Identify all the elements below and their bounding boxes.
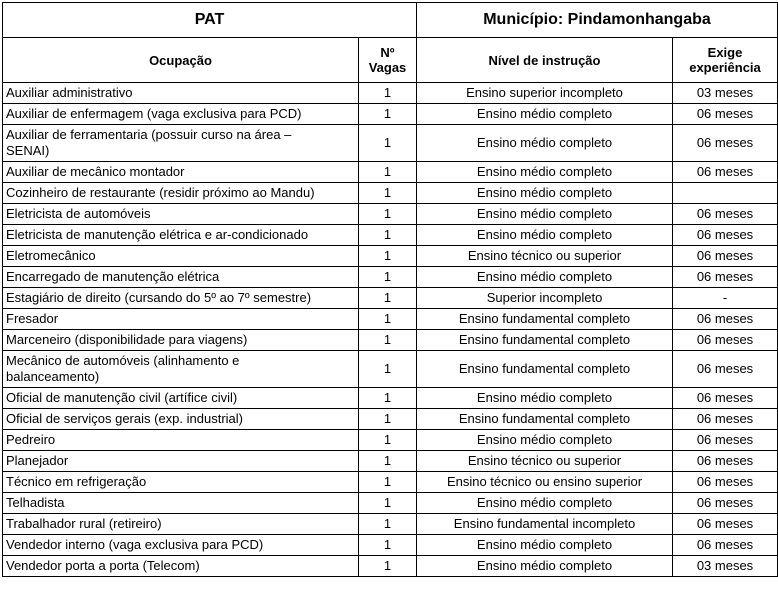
education-cell: Ensino fundamental incompleto: [417, 514, 673, 535]
education-cell: Ensino técnico ou superior: [417, 246, 673, 267]
education-cell: Ensino fundamental completo: [417, 309, 673, 330]
experience-cell: 06 meses: [673, 330, 778, 351]
experience-cell: 06 meses: [673, 472, 778, 493]
table-row: [3, 430, 778, 451]
occupation-line2: SENAI): [6, 143, 50, 158]
occupation-cell: Vendedor porta a porta (Telecom): [3, 556, 359, 577]
table-row: [3, 388, 778, 409]
occupation-line1: Auxiliar de ferramentaria (possuir curso na área –: [6, 127, 292, 142]
occupation-cell: [3, 125, 359, 162]
table-row: [3, 162, 778, 183]
experience-cell: 06 meses: [673, 514, 778, 535]
experience-cell: 06 meses: [673, 535, 778, 556]
vacancies-cell: 1: [359, 246, 417, 267]
vacancies-cell: 1: [359, 125, 417, 162]
header-vacancies-line2: Vagas: [368, 60, 407, 75]
occupation-cell: Vendedor interno (vaga exclusiva para PCD): [3, 535, 359, 556]
vacancies-cell: 1: [359, 556, 417, 577]
table-row: [3, 204, 778, 225]
vacancies-cell: 1: [359, 351, 417, 388]
experience-cell: 06 meses: [673, 430, 778, 451]
education-cell: Ensino médio completo: [417, 204, 673, 225]
experience-cell: 03 meses: [673, 83, 778, 104]
education-cell: Ensino médio completo: [417, 104, 673, 125]
table-row: [3, 267, 778, 288]
vacancies-cell: 1: [359, 451, 417, 472]
municipality-title: Município: Pindamonhangaba: [417, 3, 778, 38]
header-experience: [673, 38, 778, 83]
occupation-cell: [3, 351, 359, 388]
education-cell: Ensino médio completo: [417, 125, 673, 162]
vacancies-cell: 1: [359, 104, 417, 125]
occupation-cell: Telhadista: [3, 493, 359, 514]
occupation-cell: Oficial de serviços gerais (exp. industrial): [3, 409, 359, 430]
experience-cell: 06 meses: [673, 267, 778, 288]
vacancies-cell: 1: [359, 288, 417, 309]
header-experience-line2: experiência: [689, 60, 761, 75]
experience-cell: 06 meses: [673, 225, 778, 246]
experience-cell: 06 meses: [673, 125, 778, 162]
occupation-cell: Marceneiro (disponibilidade para viagens): [3, 330, 359, 351]
occupation-cell: Fresador: [3, 309, 359, 330]
header-vacancies: [359, 38, 417, 83]
occupation-cell: Planejador: [3, 451, 359, 472]
table-row: [3, 83, 778, 104]
header-experience-line1: Exige: [707, 45, 743, 60]
education-cell: Ensino técnico ou ensino superior: [417, 472, 673, 493]
vacancies-cell: 1: [359, 330, 417, 351]
table-row: [3, 125, 778, 162]
education-cell: Ensino médio completo: [417, 267, 673, 288]
occupation-cell: Auxiliar administrativo: [3, 83, 359, 104]
table-row: [3, 104, 778, 125]
education-cell: Ensino médio completo: [417, 493, 673, 514]
occupation-cell: Trabalhador rural (retireiro): [3, 514, 359, 535]
table-row: [3, 309, 778, 330]
vacancies-cell: 1: [359, 535, 417, 556]
table-row: [3, 288, 778, 309]
occupation-cell: Técnico em refrigeração: [3, 472, 359, 493]
experience-cell: 06 meses: [673, 309, 778, 330]
table-row: [3, 246, 778, 267]
vacancies-cell: 1: [359, 225, 417, 246]
experience-cell: 06 meses: [673, 104, 778, 125]
vacancies-cell: 1: [359, 183, 417, 204]
occupation-cell: Auxiliar de enfermagem (vaga exclusiva para PCD): [3, 104, 359, 125]
vacancies-cell: 1: [359, 388, 417, 409]
experience-cell: 06 meses: [673, 351, 778, 388]
vacancies-cell: 1: [359, 514, 417, 535]
experience-cell: 06 meses: [673, 451, 778, 472]
header-occupation: Ocupação: [3, 38, 359, 83]
occupation-cell: Eletricista de automóveis: [3, 204, 359, 225]
occupation-line2: balanceamento): [6, 369, 100, 384]
vacancies-cell: 1: [359, 204, 417, 225]
occupation-cell: Encarregado de manutenção elétrica: [3, 267, 359, 288]
occupation-cell: Eletromecânico: [3, 246, 359, 267]
experience-cell: 06 meses: [673, 493, 778, 514]
table-title-row: [3, 3, 778, 38]
table-row: [3, 535, 778, 556]
vacancies-cell: 1: [359, 162, 417, 183]
experience-cell: 06 meses: [673, 204, 778, 225]
occupation-cell: Auxiliar de mecânico montador: [3, 162, 359, 183]
occupation-cell: Pedreiro: [3, 430, 359, 451]
occupation-cell: Estagiário de direito (cursando do 5º ao 7º semestre): [3, 288, 359, 309]
education-cell: Ensino médio completo: [417, 430, 673, 451]
education-cell: Ensino médio completo: [417, 388, 673, 409]
occupation-cell: Oficial de manutenção civil (artífice civil): [3, 388, 359, 409]
education-cell: Ensino médio completo: [417, 225, 673, 246]
education-cell: Ensino médio completo: [417, 556, 673, 577]
experience-cell: -: [673, 288, 778, 309]
table-row: [3, 330, 778, 351]
table-row: [3, 451, 778, 472]
table-row: [3, 409, 778, 430]
vacancies-cell: 1: [359, 493, 417, 514]
occupation-line1: Mecânico de automóveis (alinhamento e: [6, 353, 240, 368]
experience-cell: [673, 183, 778, 204]
occupation-cell: Eletricista de manutenção elétrica e ar-condicionado: [3, 225, 359, 246]
column-header-row: [3, 38, 778, 83]
experience-cell: 03 meses: [673, 556, 778, 577]
vacancies-cell: 1: [359, 267, 417, 288]
education-cell: Ensino técnico ou superior: [417, 451, 673, 472]
vacancies-cell: 1: [359, 430, 417, 451]
header-education: Nível de instrução: [417, 38, 673, 83]
table-row: [3, 472, 778, 493]
table-row: [3, 351, 778, 388]
header-vacancies-line1: Nº: [380, 45, 395, 60]
vacancies-cell: 1: [359, 309, 417, 330]
table-row: [3, 225, 778, 246]
table-row: [3, 183, 778, 204]
education-cell: Ensino médio completo: [417, 162, 673, 183]
pat-title: PAT: [3, 3, 417, 38]
education-cell: Superior incompleto: [417, 288, 673, 309]
vacancies-cell: 1: [359, 472, 417, 493]
table-row: [3, 493, 778, 514]
experience-cell: 06 meses: [673, 388, 778, 409]
education-cell: Ensino médio completo: [417, 535, 673, 556]
education-cell: Ensino fundamental completo: [417, 409, 673, 430]
occupation-cell: Cozinheiro de restaurante (residir próximo ao Mandu): [3, 183, 359, 204]
vacancies-cell: 1: [359, 409, 417, 430]
experience-cell: 06 meses: [673, 162, 778, 183]
education-cell: Ensino médio completo: [417, 183, 673, 204]
experience-cell: 06 meses: [673, 246, 778, 267]
vacancies-cell: 1: [359, 83, 417, 104]
experience-cell: 06 meses: [673, 409, 778, 430]
education-cell: Ensino fundamental completo: [417, 330, 673, 351]
education-cell: Ensino superior incompleto: [417, 83, 673, 104]
table-row: [3, 514, 778, 535]
education-cell: Ensino fundamental completo: [417, 351, 673, 388]
table-row: [3, 556, 778, 577]
job-vacancies-table: [2, 2, 778, 577]
